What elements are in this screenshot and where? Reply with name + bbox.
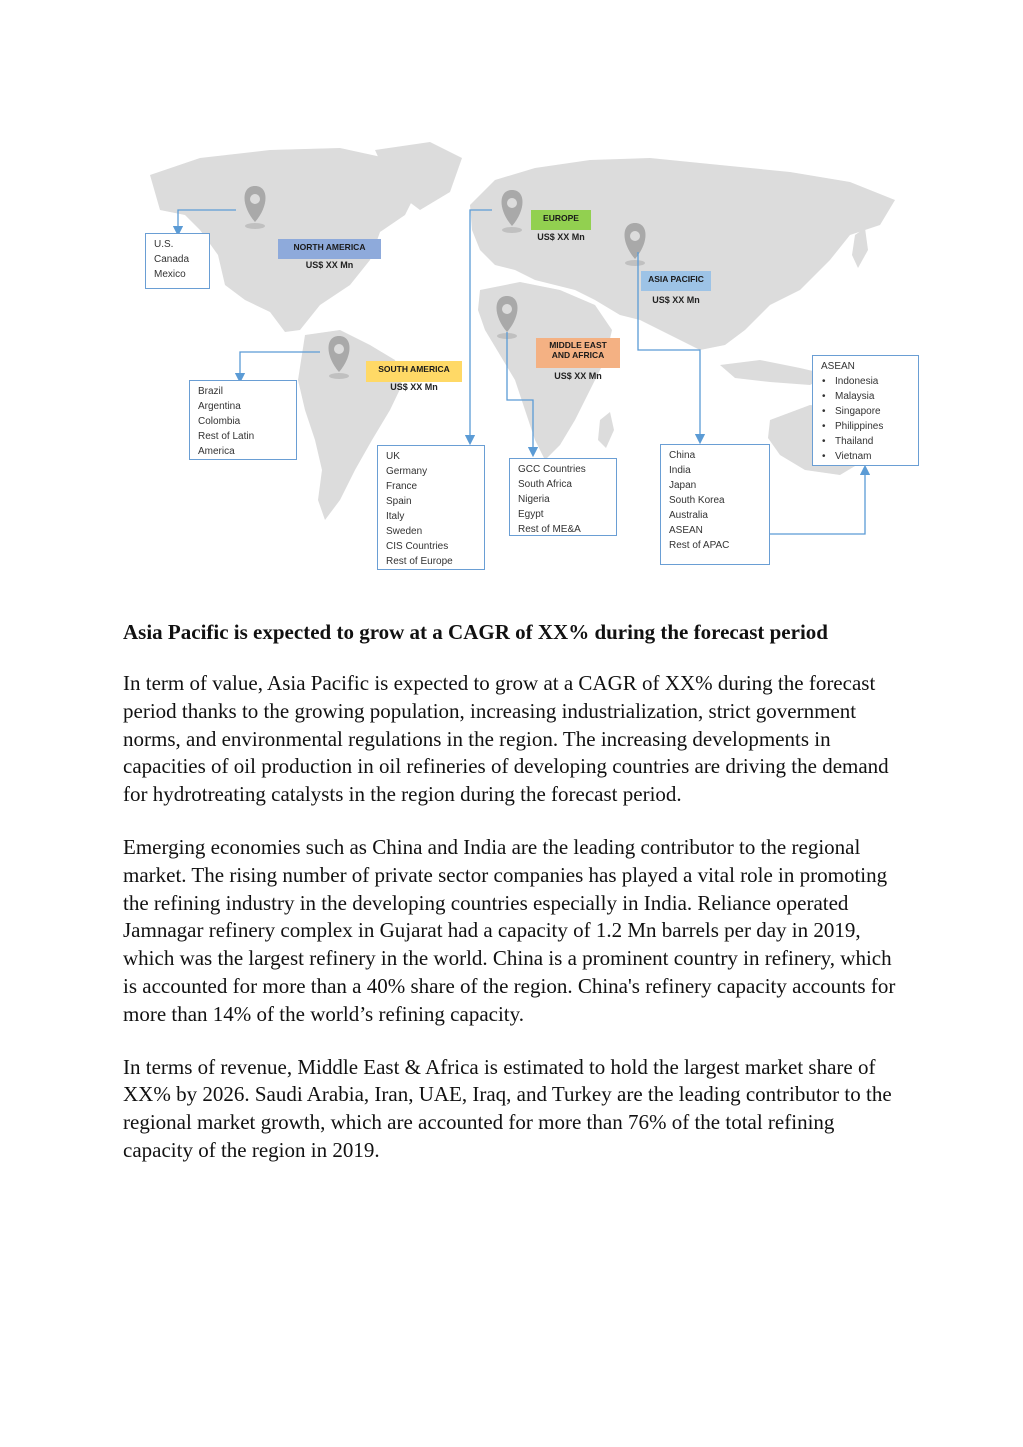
country-item: Rest of Europe [386,556,453,567]
country-item: GCC Countries [518,464,586,475]
country-item: Rest of Latin [198,431,255,442]
country-item: Brazil [198,386,224,397]
country-box-asean [812,355,919,466]
country-item: Canada [154,254,190,265]
region-name: MIDDLE EAST AND AFRICA [549,340,607,360]
country-box-north-america [145,233,210,289]
list-item: • Singapore [835,404,910,419]
list-item: • Vietnam [835,449,910,464]
regional-map-figure [0,0,1023,600]
region-name: EUROPE [543,213,579,223]
region-label-middle-east-africa [536,338,620,381]
region-label-europe [531,210,591,242]
country-item: Sweden [386,526,423,537]
country-box-middle-east-africa [509,458,617,536]
region-value: US$ XX Mn [305,259,354,270]
region-value: US$ XX Mn [652,294,700,305]
land-japan [852,228,868,268]
country-item: Rest of APAC [669,540,730,551]
article-paragraph: In term of value, Asia Pacific is expected to grow at a CAGR of XX% during the forecast period thanks to the growing population, increasing industrialization, strict government norms, and environmental regulations in the region. The increasing developments in capacities of oil production in oil refineries of developing countries are driving the demand for hydrotreating catalysts in the region during the forecast period. [123,671,889,807]
asean-list [821,374,910,464]
country-item: Germany [386,466,428,477]
country-item: Japan [669,480,697,491]
article [123,618,903,1190]
country-item: Argentina [198,401,241,412]
region-label-south-america [366,361,462,392]
country-item: China [669,450,696,461]
country-item: U.S. [154,239,174,250]
country-item: South Korea [669,495,725,506]
list-item: • Malaysia [835,389,910,404]
asean-title: ASEAN [821,361,855,372]
country-item: America [198,446,235,457]
country-item: Italy [386,511,405,522]
country-item: Spain [386,496,412,507]
connector-asean [770,470,865,534]
region-label-asia-pacific [641,271,711,305]
country-item: Australia [669,510,708,521]
region-name: NORTH AMERICA [293,242,366,252]
region-label-north-america [278,239,381,270]
country-box-south-america [189,380,297,460]
country-box-asia-pacific [660,444,770,565]
country-item: Colombia [198,416,241,427]
country-item: CIS Countries [386,541,449,552]
region-name: ASIA PACIFIC [648,274,704,284]
country-item: Rest of ME&A [518,524,581,535]
land-madagascar [598,412,614,448]
region-value: US$ XX Mn [537,231,585,242]
country-item: Mexico [154,269,186,280]
country-item: South Africa [518,479,572,490]
country-item: ASEAN [669,525,703,536]
list-item: • Indonesia [835,374,910,389]
list-item: • Philippines [835,419,910,434]
region-value: US$ XX Mn [554,370,602,381]
country-item: France [386,481,418,492]
country-item: India [669,465,691,476]
country-item: Egypt [518,509,544,520]
region-value: US$ XX Mn [390,381,438,392]
region-name: SOUTH AMERICA [378,364,450,374]
country-item: UK [386,451,400,462]
article-heading: Asia Pacific is expected to grow at a CAGR of XX% during the forecast period [123,620,828,644]
country-box-europe [377,445,485,570]
country-item: Nigeria [518,494,550,505]
list-item: • Thailand [835,434,910,449]
article-paragraph: Emerging economies such as China and India are the leading contributor to the regional market. The rising number of private sector companies has played a vital role in promoting the refining industry in the developing countries especially in India. Reliance operated Jamnagar refinery complex in Gujarat had a capacity of 1.2 Mn barrels per day in 2019, which was the largest refinery in the world. China is a prominent country in refinery, which is accounted for more than a 40% share of the region. China's refinery capacity accounts for more than 14% of the world’s refining capacity. [123,834,896,1026]
article-paragraph: In terms of revenue, Middle East & Africa is estimated to hold the largest market share of XX% by 2026. Saudi Arabia, Iran, UAE, Iraq, and Turkey are the leading contributor to the regional market growth, which are accounted for more than 76% of the total refining capacity of the region in 2019. [123,1054,892,1162]
